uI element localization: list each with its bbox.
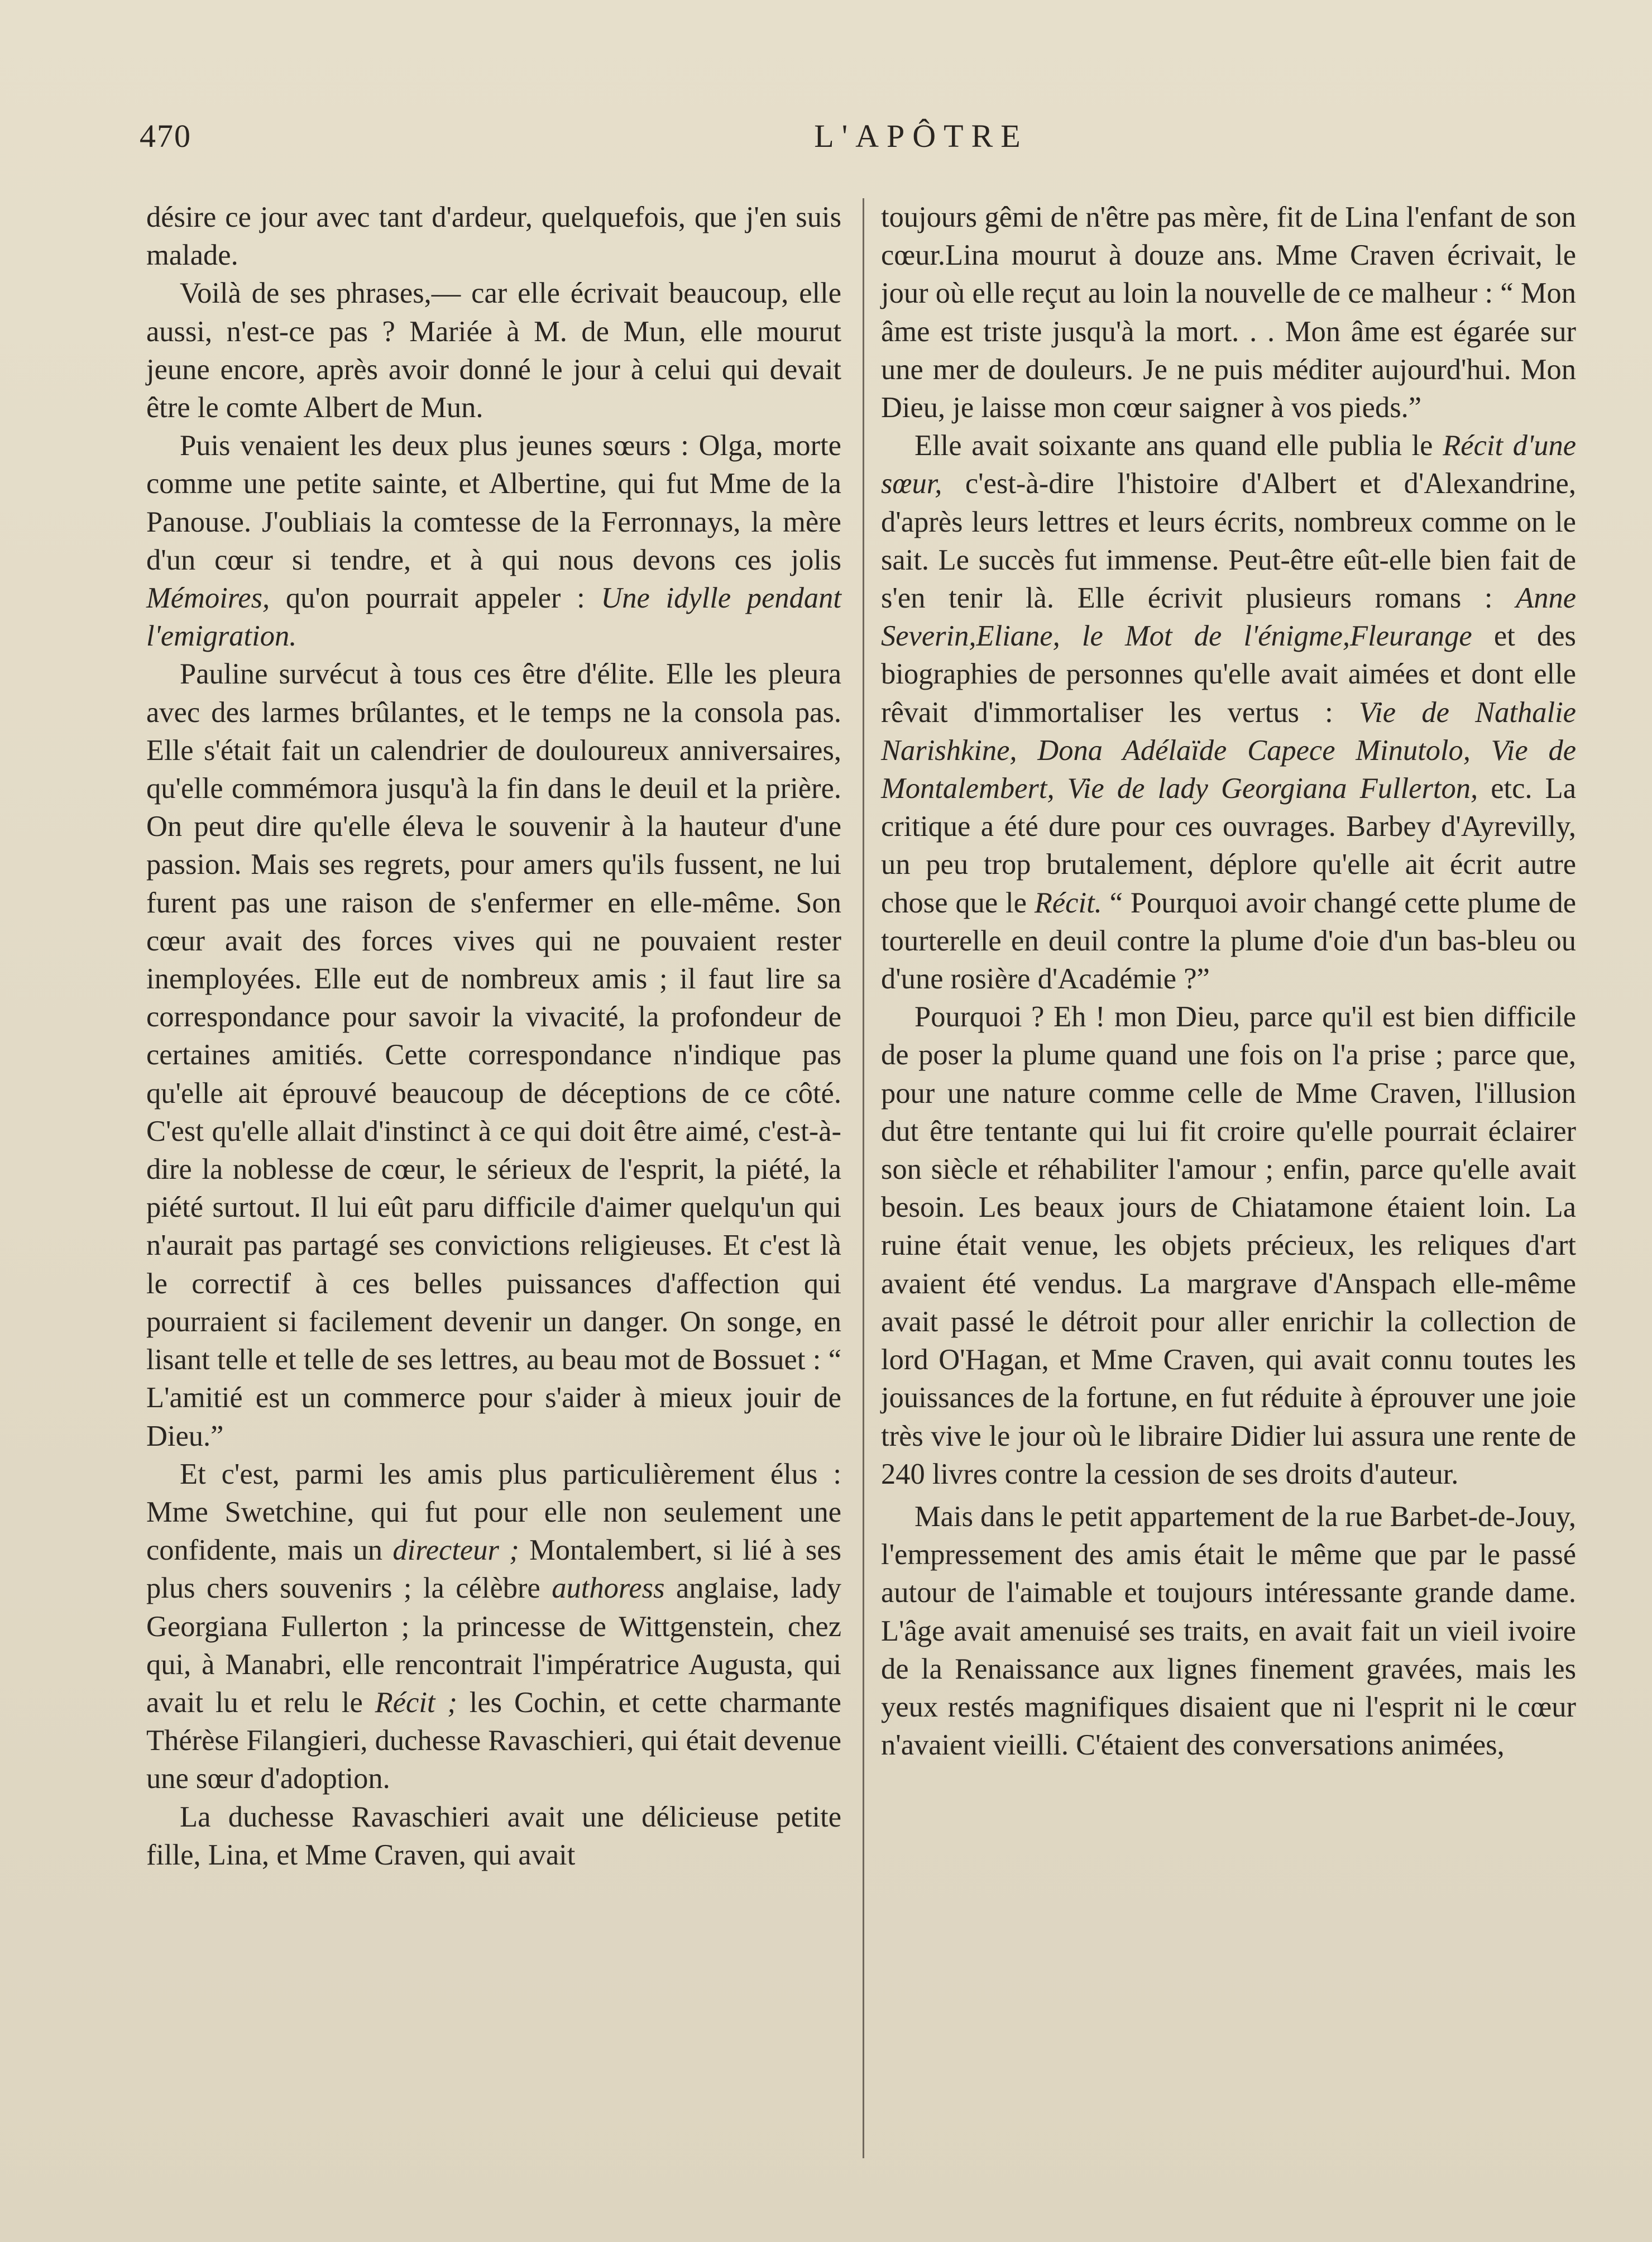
page-number: 470 <box>140 118 191 154</box>
paragraph: Voilà de ses phrases,— car elle écrivait beaucoup, elle aussi, n'est-ce pas ? Mariée à M. de Mun, elle mourut jeune encore, après avoir donné le jour à celui qui devait être le comte Albert de Mun. <box>146 277 841 424</box>
text-run: etc. La critique a été dure pour ces ouvrages. Barbey d'Ayrevilly, un peu trop brutalement, déplore qu'elle ait écrit autre chose que le <box>881 772 1576 919</box>
italic-title: Récit ; <box>375 1686 457 1719</box>
text-run: les Cochin, et cette charmante Thérèse Filangieri, duchesse Ravaschieri, qui était devenue une sœur d'adoption. <box>146 1686 841 1795</box>
paragraph <box>146 427 841 655</box>
text-run: Elle avait soixante ans quand elle publia le <box>914 429 1443 462</box>
paragraph: La duchesse Ravaschieri avait une délicieuse petite fille, Lina, et Mme Craven, qui avait <box>146 1800 841 1871</box>
italic-title: Vie de Nathalie Narishkine, Dona Adélaïde Capece Minutolo, Vie de Montalembert, Vie de lady Georgiana Fullerton, <box>881 696 1576 805</box>
text-run: anglaise, lady Georgiana Fullerton ; la princesse de Wittgenstein, chez qui, à Manabri, elle rencontrait l'impératrice Augusta, qui avait lu et relu le <box>146 1572 841 1719</box>
text-run: qu'on pourrait appeler : <box>270 582 601 615</box>
paragraph: Pourquoi ? Eh ! mon Dieu, parce qu'il est bien difficile de poser la plume quand une fois on l'a prise ; parce que, pour une nature comme celle de Mme Craven, l'illusion dut être tentante qui lui fit croire qu'elle pourrait éclairer son siècle et réhabiliter l'amour ; enfin, parce qu'elle avait besoin. Les beaux jours de Chiatamone étaient loin. La ruine était venue, les objets précieux, les reliques d'art avaient été vendus. La margrave d'Anspach elle-même avait passé le détroit pour aller enrichir la collection de lord O'Hagan, et Mme Craven, qui avait connu toutes les jouissances de la fortune, en fut réduite à éprouver une joie très vive le jour où le libraire Didier lui assura une rente de 240 livres contre la cession de ses droits d'auteur. <box>881 1001 1576 1490</box>
paragraph: toujours gêmi de n'être pas mère, fit de Lina l'enfant de son cœur.Lina mourut à douze ans. Mme Craven écrivait, le jour où elle reçut au loin la nouvelle de ce malheur : “ Mon âme est triste jusqu'à la mort. . . Mon âme est égarée sur une mer de douleurs. Je ne puis méditer aujourd'hui. Mon Dieu, je laisse mon cœur saigner à vos pieds.” <box>881 201 1576 424</box>
italic-title: Une idylle pendant l'emigration. <box>146 582 841 653</box>
running-title: L'APÔTRE <box>814 118 1028 154</box>
paragraph <box>881 427 1576 998</box>
text-run: et des biographies de personnes qu'elle avait aimées et dont elle rêvait d'immortaliser les vertus : <box>881 620 1576 729</box>
italic-title: Mémoires, <box>146 582 270 615</box>
text-run: Et c'est, parmi les amis plus particulièrement élus : Mme Swetchine, qui fut pour elle non seulement une confidente, mais un <box>146 1457 841 1567</box>
right-column <box>881 198 1576 1764</box>
left-column <box>146 198 841 1874</box>
paragraph: Mais dans le petit appartement de la rue Barbet-de-Jouy, l'empressement des amis était le même que par le passé autour de l'aimable et toujours intéressante grande dame. L'âge avait amenuisé ses traits, en avait fait un vieil ivoire de la Renaissance aux lignes finement gravées, mais les yeux restés magnifiques disaient que ni l'esprit ni le cœur n'avaient vieilli. C'étaient des conversations animées, <box>881 1500 1576 1762</box>
italic-word: authoress <box>552 1572 665 1605</box>
italic-word: directeur ; <box>392 1534 519 1567</box>
text-run: c'est-à-dire l'histoire d'Albert et d'Alexandrine, d'après leurs lettres et leurs écrits, nombreux comme on le sait. Le succès fut immense. Peut-être eût-elle bien fait de s'en tenir là. Elle écrivit plusieurs romans : <box>881 467 1576 615</box>
text-run: Puis venaient les deux plus jeunes sœurs : Olga, morte comme une petite sainte, et Albertine, qui fut Mme de la Panouse. J'oubliais la comtesse de la Ferronnays, la mère d'un cœur si tendre, et à qui nous devons ces jolis <box>146 429 841 576</box>
text-run: Montalembert, si lié à ses plus chers souvenirs ; la célèbre <box>146 1534 841 1605</box>
italic-title: Anne Severin,Eliane, le Mot de l'énigme,Fleurange <box>881 582 1576 653</box>
italic-title: Récit d'une sœur, <box>881 429 1576 500</box>
italic-title: Récit. <box>1034 886 1102 919</box>
column-divider <box>863 198 864 2158</box>
paragraph: désire ce jour avec tant d'ardeur, quelquefois, que j'en suis malade. <box>146 201 841 272</box>
paragraph <box>146 1455 841 1798</box>
text-run: “ Pourquoi avoir changé cette plume de tourterelle en deuil contre la plume d'oie d'un bas-bleu ou d'une rosière d'Académie ?” <box>881 886 1577 996</box>
page-header <box>140 117 1552 168</box>
paragraph: Pauline survécut à tous ces être d'élite. Elle les pleura avec des larmes brûlantes, et le temps ne la consola pas. Elle s'était fait un calendrier de douloureux anniversaires, qu'elle commémora jusqu'à la fin dans le deuil et la prière. On peut dire qu'elle éleva le souvenir à la hauteur d'une passion. Mais ses regrets, pour amers qu'ils fussent, ne lui furent pas une raison de s'enfermer en elle-même. Son cœur avait des forces vives qui ne pouvaient rester inemployées. Elle eut de nombreux amis ; il faut lire sa correspondance pour savoir la vivacité, la profondeur de certaines amitiés. Cette correspondance n'indique pas qu'elle ait éprouvé beaucoup de déceptions de ce côté. C'est qu'elle allait d'instinct à ce qui doit être aimé, c'est-à-dire la noblesse de cœur, le sérieux de l'esprit, la piété, la piété surtout. Il lui eût paru difficile d'aimer quelqu'un qui n'aurait pas partagé ses convictions religieuses. Et c'est là le correctif à ces belles puissances d'affection qui pourraient si facilement devenir un danger. On songe, en lisant telle et telle de ses lettres, au beau mot de Bossuet : “ L'amitié est un commerce pour s'aider à mieux jouir de Dieu.” <box>146 658 841 1452</box>
